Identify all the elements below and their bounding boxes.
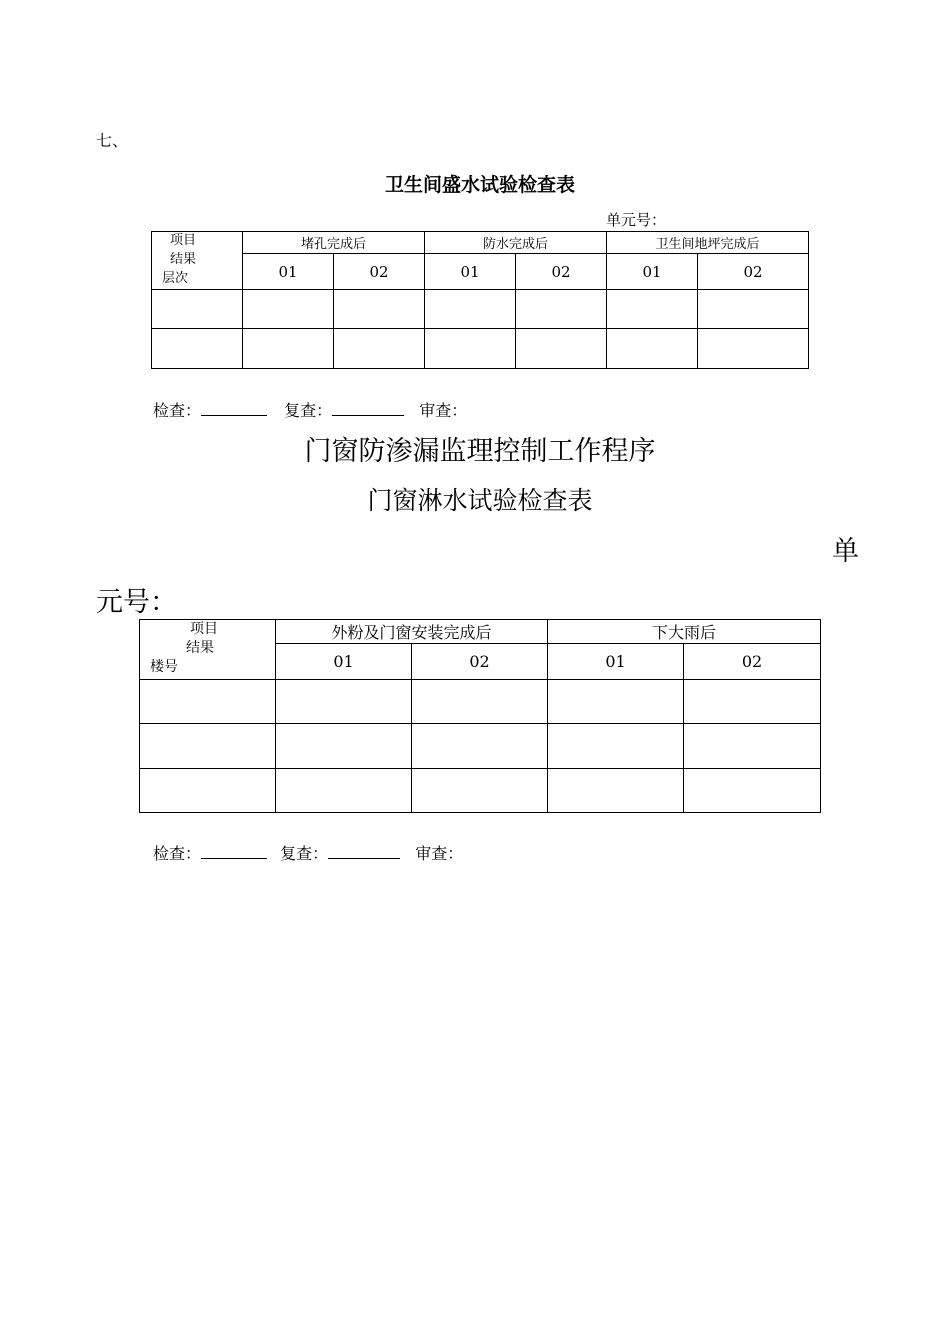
col-header: 02 bbox=[412, 644, 548, 680]
recheck-blank[interactable] bbox=[332, 401, 404, 416]
table-cell[interactable] bbox=[243, 290, 334, 329]
corner-label-item: 项目 bbox=[170, 233, 197, 248]
table-row bbox=[152, 290, 809, 329]
table-cell[interactable] bbox=[276, 769, 412, 813]
corner-label-item: 项目 bbox=[190, 621, 218, 637]
corner-label-result: 结果 bbox=[170, 252, 197, 267]
table-cell[interactable] bbox=[548, 680, 684, 724]
table-cell[interactable] bbox=[548, 724, 684, 769]
table-cell[interactable] bbox=[516, 329, 607, 369]
program-heading: 门窗防渗漏监理控制工作程序 bbox=[304, 436, 656, 467]
recheck-label: 复查： bbox=[284, 401, 333, 420]
col-header: 02 bbox=[334, 254, 425, 290]
table-cell[interactable] bbox=[152, 290, 243, 329]
table-cell[interactable] bbox=[412, 724, 548, 769]
table-cell[interactable] bbox=[698, 290, 809, 329]
group-header-floor: 卫生间地坪完成后 bbox=[607, 232, 809, 254]
table-cell[interactable] bbox=[425, 290, 516, 329]
table-cell[interactable] bbox=[334, 329, 425, 369]
table-cell[interactable] bbox=[276, 724, 412, 769]
table-row bbox=[152, 329, 809, 369]
table-cell[interactable] bbox=[412, 680, 548, 724]
table-cell[interactable] bbox=[140, 769, 276, 813]
group-header-plaster: 外粉及门窗安装完成后 bbox=[276, 620, 548, 644]
table-cell[interactable] bbox=[684, 769, 821, 813]
corner-header-cell bbox=[152, 232, 243, 290]
table-cell[interactable] bbox=[607, 329, 698, 369]
corner-label-result: 结果 bbox=[186, 640, 214, 656]
col-header: 01 bbox=[607, 254, 698, 290]
table-row bbox=[140, 769, 821, 813]
col-header: 01 bbox=[548, 644, 684, 680]
table-cell[interactable] bbox=[516, 290, 607, 329]
table-subheader-row bbox=[152, 254, 809, 290]
corner-label-level: 层次 bbox=[162, 271, 189, 286]
signoff-line bbox=[153, 398, 467, 421]
table-cell[interactable] bbox=[425, 329, 516, 369]
review-label: 审查： bbox=[415, 844, 464, 863]
review-label: 审查： bbox=[419, 401, 468, 420]
check-label: 检查： bbox=[153, 401, 202, 420]
corner-label-building: 楼号 bbox=[150, 659, 178, 675]
window-unit-label-part2: 元号： bbox=[96, 587, 177, 618]
group-header-plug: 堵孔完成后 bbox=[243, 232, 425, 254]
table-cell[interactable] bbox=[140, 724, 276, 769]
table-cell[interactable] bbox=[684, 724, 821, 769]
table-cell[interactable] bbox=[548, 769, 684, 813]
bathroom-test-table bbox=[151, 231, 809, 369]
corner-header-cell bbox=[140, 620, 276, 680]
signoff-line bbox=[153, 841, 463, 864]
table-cell[interactable] bbox=[334, 290, 425, 329]
window-table-title: 门窗淋水试验检查表 bbox=[367, 486, 593, 515]
group-header-rain: 下大雨后 bbox=[548, 620, 821, 644]
table-header-row bbox=[152, 232, 809, 254]
table-cell[interactable] bbox=[684, 680, 821, 724]
recheck-label: 复查： bbox=[280, 844, 329, 863]
recheck-blank[interactable] bbox=[328, 844, 400, 859]
bathroom-table-title: 卫生间盛水试验检查表 bbox=[384, 174, 575, 196]
col-header: 02 bbox=[698, 254, 809, 290]
check-blank[interactable] bbox=[201, 401, 267, 416]
col-header: 02 bbox=[516, 254, 607, 290]
window-unit-label-part1: 单 bbox=[832, 536, 859, 567]
table-row bbox=[140, 680, 821, 724]
table-header-row bbox=[140, 620, 821, 644]
table-row bbox=[140, 724, 821, 769]
table-cell[interactable] bbox=[698, 329, 809, 369]
col-header: 01 bbox=[425, 254, 516, 290]
table-cell[interactable] bbox=[243, 329, 334, 369]
col-header: 01 bbox=[243, 254, 334, 290]
group-header-waterproof: 防水完成后 bbox=[425, 232, 607, 254]
table-cell[interactable] bbox=[152, 329, 243, 369]
table-cell[interactable] bbox=[276, 680, 412, 724]
check-label: 检查： bbox=[153, 844, 202, 863]
window-test-table bbox=[139, 619, 821, 813]
section-number: 七、 bbox=[96, 131, 129, 150]
bathroom-unit-label: 单元号： bbox=[606, 211, 667, 229]
table-cell[interactable] bbox=[412, 769, 548, 813]
check-blank[interactable] bbox=[201, 844, 267, 859]
col-header: 01 bbox=[276, 644, 412, 680]
table-cell[interactable] bbox=[140, 680, 276, 724]
table-cell[interactable] bbox=[607, 290, 698, 329]
col-header: 02 bbox=[684, 644, 821, 680]
